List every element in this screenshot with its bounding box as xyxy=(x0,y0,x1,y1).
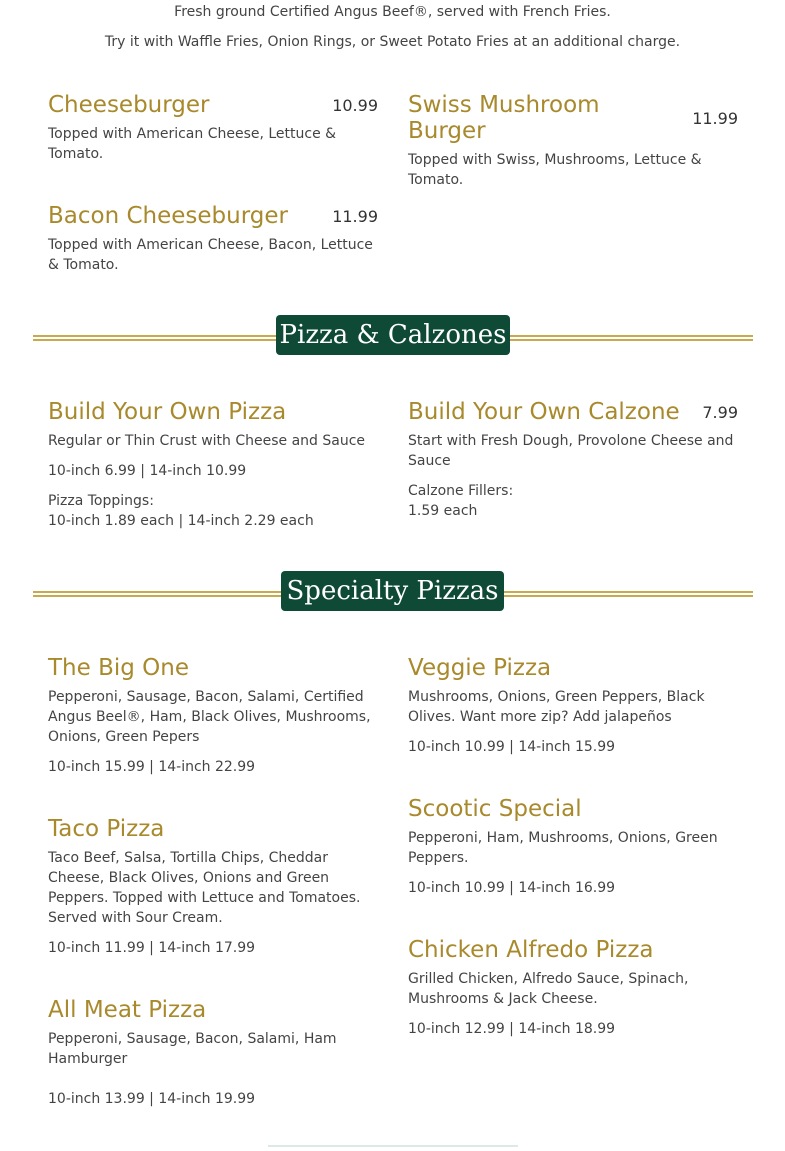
fillers-label: Calzone Fillers: xyxy=(408,483,514,499)
item-name: All Meat Pizza xyxy=(48,997,207,1023)
item-description: Taco Beef, Salsa, Tortilla Chips, Cheddar Cheese, Black Olives, Onions and Green Peppers. Topped with Lettuce and Tomatoes. Served with Sour Cream. xyxy=(48,850,361,926)
item-sizes: 10-inch 10.99 | 14-inch 16.99 xyxy=(408,880,616,896)
item-sizes: 10-inch 6.99 | 14-inch 10.99 xyxy=(48,463,247,479)
fillers-price: 1.59 each xyxy=(408,503,478,519)
toppings-price: 10-inch 1.89 each | 14-inch 2.29 each xyxy=(48,513,314,529)
menu-item-all-meat-pizza xyxy=(48,997,378,1109)
menu-item-bacon-cheeseburger xyxy=(48,203,378,275)
menu-item-swiss-mushroom-burger xyxy=(408,92,738,190)
menu-item-veggie-pizza xyxy=(408,655,738,757)
item-name: Taco Pizza xyxy=(48,816,165,842)
item-price: 11.99 xyxy=(692,109,738,128)
item-name: Build Your Own Calzone xyxy=(408,399,680,425)
menu-item-the-big-one xyxy=(48,655,378,777)
item-sizes: 10-inch 11.99 | 14-inch 17.99 xyxy=(48,940,256,956)
item-description: Topped with Swiss, Mushrooms, Lettuce & Tomato. xyxy=(408,152,702,188)
item-name: Chicken Alfredo Pizza xyxy=(408,937,654,963)
item-price: 11.99 xyxy=(332,207,378,226)
intro-line-2: Try it with Waffle Fries, Onion Rings, or Sweet Potato Fries at an additional charge. xyxy=(104,34,681,50)
item-name: The Big One xyxy=(48,655,189,681)
item-price: 7.99 xyxy=(702,403,738,422)
item-name: Swiss Mushroom Burger xyxy=(408,92,600,144)
toppings-label: Pizza Toppings: xyxy=(48,493,154,509)
item-description: Pepperoni, Sausage, Bacon, Salami, Ham Hamburger xyxy=(48,1031,337,1067)
item-description: Topped with American Cheese, Lettuce & Tomato. xyxy=(48,126,337,162)
item-name: Build Your Own Pizza xyxy=(48,399,287,425)
section-title-pizza-calzones: Pizza & Calzones xyxy=(276,315,510,355)
item-description: Regular or Thin Crust with Cheese and Sauce xyxy=(48,433,366,449)
item-description: Mushrooms, Onions, Green Peppers, Black Olives. Want more zip? Add jalapeños xyxy=(408,689,705,725)
menu-item-cheeseburger xyxy=(48,92,378,164)
item-description: Pepperoni, Sausage, Bacon, Salami, Certified Angus Beel®, Ham, Black Olives, Mushrooms, Onions, Green Pepers xyxy=(48,689,371,745)
item-sizes: 10-inch 13.99 | 14-inch 19.99 xyxy=(48,1091,256,1107)
menu-item-chicken-alfredo-pizza xyxy=(408,937,738,1039)
item-description: Start with Fresh Dough, Provolone Cheese and Sauce xyxy=(408,433,734,469)
bottom-decoration xyxy=(268,1145,518,1151)
item-description: Grilled Chicken, Alfredo Sauce, Spinach, Mushrooms & Jack Cheese. xyxy=(408,971,689,1007)
item-sizes: 10-inch 10.99 | 14-inch 15.99 xyxy=(408,739,616,755)
intro-line-1: Fresh ground Certified Angus Beef®, served with French Fries. xyxy=(174,4,611,20)
item-sizes: 10-inch 12.99 | 14-inch 18.99 xyxy=(408,1021,616,1037)
item-name: Cheeseburger xyxy=(48,92,210,118)
menu-item-build-your-own-calzone xyxy=(408,399,738,521)
item-name: Scootic Special xyxy=(408,796,582,822)
item-price: 10.99 xyxy=(332,96,378,115)
menu-item-build-your-own-pizza xyxy=(48,399,378,531)
item-description: Pepperoni, Ham, Mushrooms, Onions, Green Peppers. xyxy=(408,830,718,866)
item-sizes: 10-inch 15.99 | 14-inch 22.99 xyxy=(48,759,256,775)
item-name: Veggie Pizza xyxy=(408,655,552,681)
section-title-specialty-pizzas: Specialty Pizzas xyxy=(281,571,504,611)
menu-item-scootic-special xyxy=(408,796,738,898)
item-description: Topped with American Cheese, Bacon, Lettuce & Tomato. xyxy=(48,237,373,273)
menu-item-taco-pizza xyxy=(48,816,378,958)
item-name: Bacon Cheeseburger xyxy=(48,203,288,229)
